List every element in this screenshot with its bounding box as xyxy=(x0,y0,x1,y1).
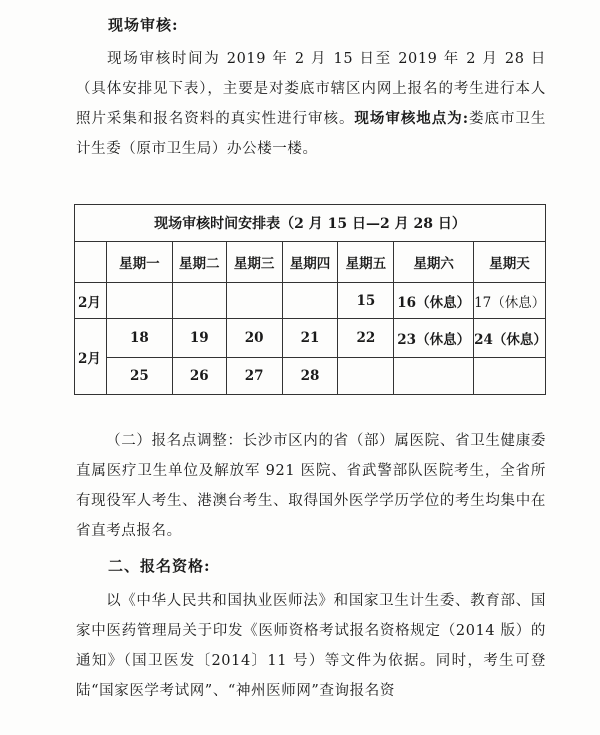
schedule-header-cell: 星期四 xyxy=(282,242,338,283)
paragraph-registration-adjustment-text: （二）报名点调整：长沙市区内的省（部）属医院、省卫生健康委直属医疗卫生单位及解放军 921 医院、省武警部队医院考生，全省所有现役军人考生、港澳台考生、取得国外医学学历学位的考生均集中在省直考点报名。 xyxy=(76,433,546,539)
schedule-table-title: 现场审核时间安排表（2 月 15 日—2 月 28 日） xyxy=(75,205,546,242)
schedule-header-cell: 星期二 xyxy=(172,242,226,283)
schedule-cell xyxy=(474,358,546,395)
schedule-header-blank xyxy=(75,242,107,283)
schedule-cell: 15 xyxy=(338,283,394,319)
paragraph-onsite-review-text: 现场审核时间为 2019 年 2 月 15 日至 2019 年 2 月 28 日（具体安排见下表），主要是对娄底市辖区内网上报名的考生进行本人照片采集和报名资料的真实性进行审核。 xyxy=(76,51,546,127)
schedule-cell xyxy=(172,283,226,319)
schedule-header-cell: 星期天 xyxy=(474,242,546,283)
section-heading-onsite-review: 现场审核: xyxy=(108,16,179,34)
schedule-cell xyxy=(282,283,338,319)
schedule-cell xyxy=(226,283,282,319)
paragraph-onsite-review-tail: 娄底市卫生计生委（原市卫生局）办公楼一楼。 xyxy=(76,111,546,157)
schedule-cell: 16（休息） xyxy=(394,283,474,319)
schedule-month-cell: 2月 xyxy=(75,283,107,319)
paragraph-eligibility-text: 以《中华人民共和国执业医师法》和国家卫生计生委、教育部、国家中医药管理局关于印发《医师资格考试报名资格规定（2014 版）的通知》（国卫医发〔2014〕11 号）等文件为依据。同时，考生可登陆“国家医学考试网”、“神州医师网”查询报名资 xyxy=(76,593,546,699)
paragraph-eligibility xyxy=(76,586,546,706)
table-row xyxy=(75,358,546,395)
schedule-table-header-row xyxy=(75,242,546,283)
schedule-cell: 24（休息） xyxy=(474,319,546,358)
schedule-cell xyxy=(394,358,474,395)
table-row xyxy=(75,319,546,358)
schedule-header-cell: 星期六 xyxy=(394,242,474,283)
schedule-cell: 17（休息） xyxy=(474,283,546,319)
schedule-cell xyxy=(106,283,172,319)
schedule-cell xyxy=(338,358,394,395)
schedule-cell: 18 xyxy=(106,319,172,358)
schedule-table xyxy=(74,204,546,395)
schedule-cell: 23（休息） xyxy=(394,319,474,358)
section-heading-eligibility: 二、报名资格: xyxy=(108,557,211,575)
schedule-month-cell: 2月 xyxy=(75,319,107,395)
paragraph-registration-adjustment xyxy=(76,426,546,546)
table-row xyxy=(75,283,546,319)
paragraph-onsite-review xyxy=(76,44,546,164)
schedule-cell: 21 xyxy=(282,319,338,358)
schedule-cell: 19 xyxy=(172,319,226,358)
schedule-cell: 20 xyxy=(226,319,282,358)
schedule-cell: 27 xyxy=(226,358,282,395)
schedule-cell: 26 xyxy=(172,358,226,395)
schedule-header-cell: 星期五 xyxy=(338,242,394,283)
schedule-cell: 25 xyxy=(106,358,172,395)
schedule-cell: 28 xyxy=(282,358,338,395)
paragraph-onsite-review-bold: 现场审核地点为: xyxy=(354,110,469,127)
schedule-header-cell: 星期三 xyxy=(226,242,282,283)
schedule-header-cell: 星期一 xyxy=(106,242,172,283)
schedule-cell: 22 xyxy=(338,319,394,358)
